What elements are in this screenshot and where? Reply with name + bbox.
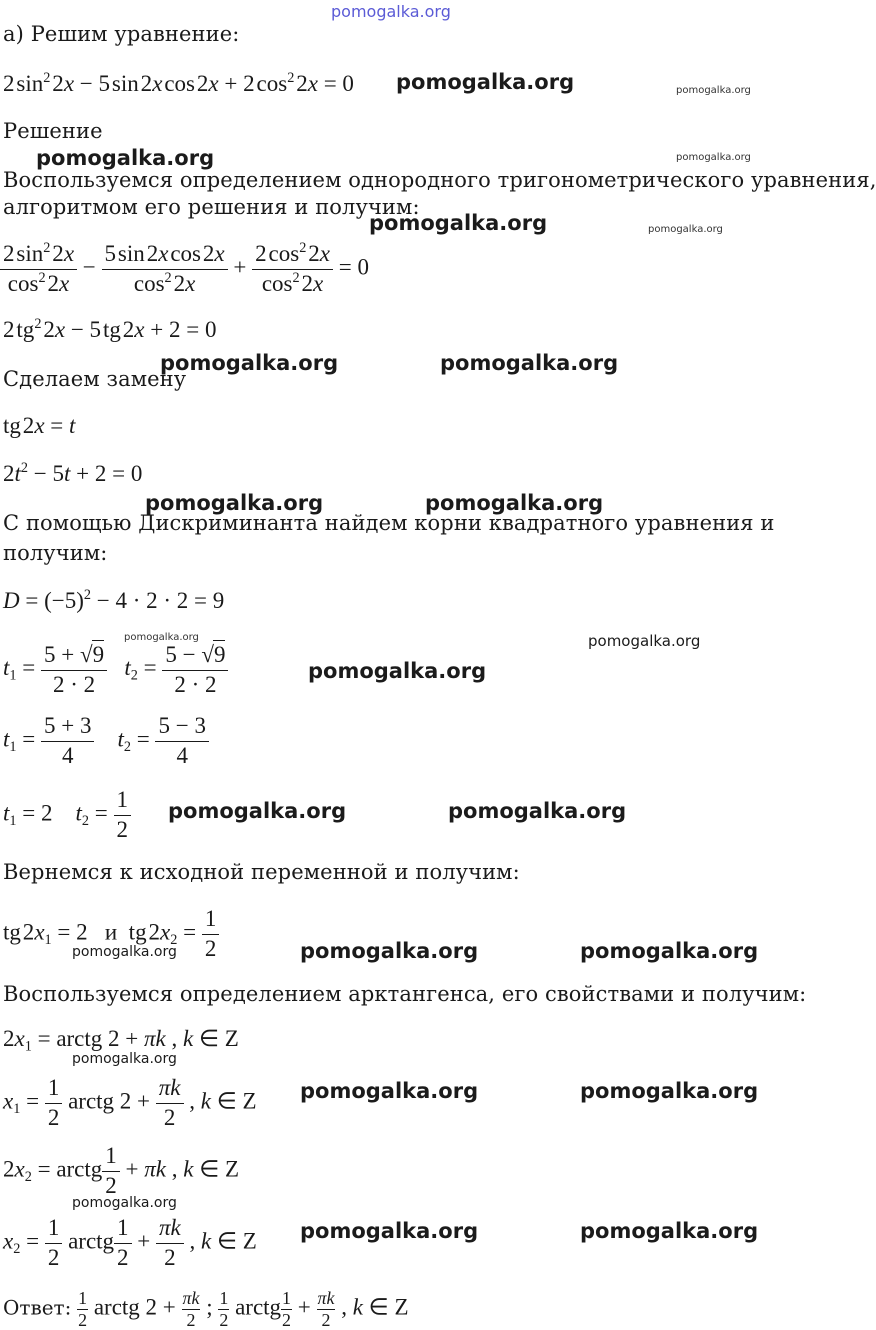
- answer: Ответ: $\frac{1}{2}$ arctg 2 + $\frac{\pi k}{2}$ ; $\frac{1}{2}$ arctg $\frac{1}{2}$ + $\frac{\pi k}{2}$ , k ∈ Z: [3, 1288, 409, 1330]
- answer-label: Ответ:: [3, 1295, 72, 1320]
- substitution-text: Сделаем замену: [3, 367, 187, 391]
- watermark: pomogalka.org: [72, 1195, 177, 1211]
- watermark: pomogalka.org: [580, 1219, 759, 1243]
- watermark: pomogalka.org: [160, 351, 339, 375]
- watermark: pomogalka.org: [580, 1079, 759, 1103]
- substitution-equation: tg 2x = t: [3, 413, 76, 438]
- x2-step: $2x_2$ = arctg $\frac{1}{2}$ + πk , k ∈ Z: [3, 1142, 239, 1201]
- discriminant-equation: $D = (-5)^2 - 4 \cdot 2 \cdot 2 = 9$: [3, 587, 225, 613]
- watermark: pomogalka.org: [300, 939, 479, 963]
- watermark: pomogalka.org: [588, 632, 701, 650]
- watermark: pomogalka.org: [168, 799, 347, 823]
- roots-numeric: $t_1$ = $\frac{5 + 3}{4}$ $t_2$ = $\frac{5 - 3}{4}$: [3, 712, 209, 771]
- back-substitution-text: Вернемся к исходной переменной и получим:: [3, 860, 520, 884]
- watermark: pomogalka.org: [124, 632, 199, 643]
- arctg-text: Воспользуемся определением арктангенса, его свойствами и получим:: [3, 982, 807, 1006]
- back-substitution-equation: tg $2x_1 = 2$ и tg $2x_2$ = $\frac{1}{2}$: [3, 905, 219, 964]
- watermark: pomogalka.org: [580, 939, 759, 963]
- watermark: pomogalka.org: [308, 659, 487, 683]
- watermark: pomogalka.org: [425, 491, 604, 515]
- roots-result: $t_1 = 2$ $t_2$ = $\frac{1}{2}$: [3, 786, 131, 845]
- intro-line-2: алгоритмом его решения и получим:: [3, 195, 420, 219]
- watermark: pomogalka.org: [300, 1079, 479, 1103]
- discriminant-line-1: С помощью Дискриминанта найдем корни квадратного уравнения и: [3, 511, 775, 535]
- watermark: pomogalka.org: [36, 146, 215, 170]
- divided-equation: $\frac{2 \sin^2 2x}{\cos^2 2x}$ − $\frac{\text{5 sin 2x cos 2x}}{\cos^2 2x}$ + $\frac{2 \cos^2 2x}{\cos^2 2x}$ = 0: [0, 240, 369, 299]
- watermark: pomogalka.org: [72, 944, 177, 960]
- watermark: pomogalka.org: [300, 1219, 479, 1243]
- watermark: pomogalka.org: [676, 85, 751, 96]
- watermark: pomogalka.org: [396, 70, 575, 94]
- watermark: pomogalka.org: [369, 211, 548, 235]
- watermark: pomogalka.org: [648, 224, 723, 235]
- watermark: pomogalka.org: [440, 351, 619, 375]
- intro-line-1: Воспользуемся определением однородного тригонометрического уравнения,: [3, 168, 876, 192]
- watermark: pomogalka.org: [448, 799, 627, 823]
- watermark: pomogalka.org: [676, 152, 751, 163]
- x2-result: $x_2$ = $\frac{1}{2}$ arctg $\frac{1}{2}$ + $\frac{\pi k}{2}$ , k ∈ Z: [3, 1214, 257, 1273]
- watermark: pomogalka.org: [72, 1051, 177, 1067]
- x1-step: $2x_1$ = arctg 2 + πk , k ∈ Z: [3, 1026, 239, 1055]
- watermark: pomogalka.org: [145, 491, 324, 515]
- solution-heading: Решение: [3, 119, 103, 143]
- quadratic-equation: $2t^2 - 5t + 2 = 0$: [3, 460, 143, 486]
- tg-equation: 2 $tg^2$ 2x − 5 tg 2x + 2 = 0: [3, 316, 217, 342]
- x1-result: $x_1$ = $\frac{1}{2}$ arctg 2 + $\frac{\pi k}{2}$ , k ∈ Z: [3, 1074, 257, 1133]
- discriminant-line-2: получим:: [3, 541, 108, 565]
- roots-formula: $t_1$ = $\frac{5 + √9}{2 \cdot 2}$ $t_2$ = $\frac{5 - √9}{2 \cdot 2}$: [3, 640, 228, 700]
- part-a-title: а) Решим уравнение:: [3, 22, 240, 46]
- original-equation: 2 $\sin^2$ 2x − 5 sin 2x cos 2x + 2 $\cos^2$ 2x = 0: [3, 70, 354, 96]
- site-header-watermark: pomogalka.org: [331, 2, 451, 21]
